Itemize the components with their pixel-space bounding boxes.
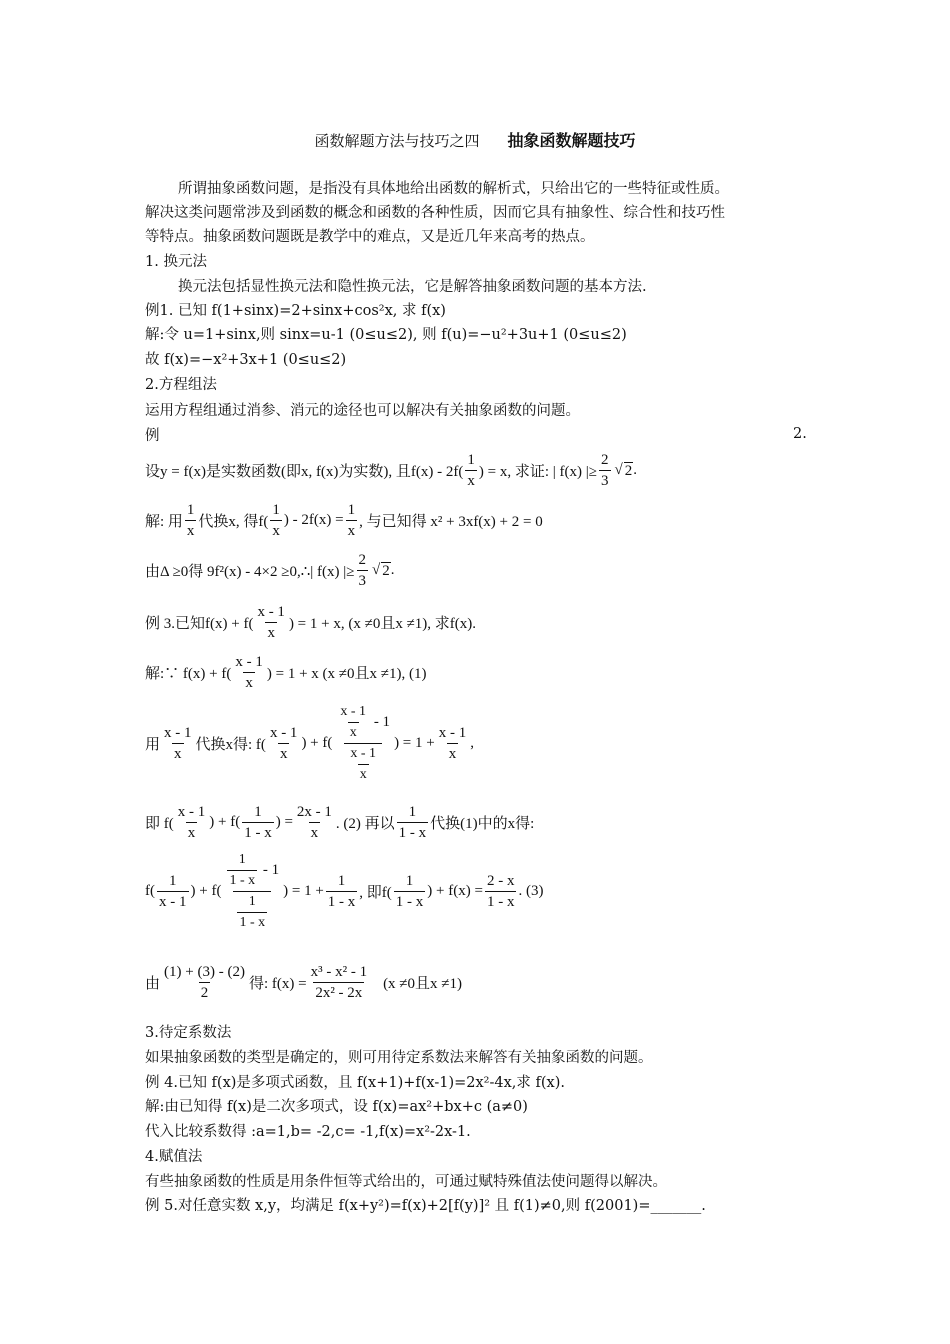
example-2-delta: 由Δ ≥0得 9f²(x) - 4×2 ≥0,∴| f(x) |≥ $\frac{2}{3}$ √ 2 . — [145, 552, 395, 589]
example-2-statement: 设y = f(x)是实数函数(即x, f(x)为实数), 且f(x) - 2f( $\frac{1}{x}$ ) = x, 求证: | f(x) |≥ $\frac{2}{3}$ √ 2 . — [145, 452, 637, 489]
example-5: 例 5.对任意实数 x,y，均满足 f(x+y²)=f(x)+2[f(y)]² 且 f(1)≠0,则 f(2001)=_______. — [145, 1198, 706, 1214]
section-3-heading: 3.待定系数法 — [145, 1025, 232, 1041]
nested-fraction-2: $\frac{1}{1 - x}$ - 1 $\frac{1}{1 - x}$ — [223, 850, 281, 933]
example-3-result: 由 $\frac{(1) + (3) - (2)}{2}$ 得: f(x) = $\frac{\text{x³ - x² - 1}}{\text{2x² - 2x}}$ (x ≠0且x ≠1) — [145, 964, 463, 1001]
section-2-heading: 2.方程组法 — [145, 377, 217, 393]
example-1-solution-2: 故 f(x)=−x²+3x+1 (0≤u≤2) — [145, 352, 347, 368]
section-4-heading: 4.赋值法 — [145, 1149, 203, 1165]
example-3-solution-1: 解:∵ f(x) + f( $\frac{x - 1}{x}$ ) = 1 + x (x ≠0且x ≠1), (1) — [145, 654, 427, 691]
example-1: 例1. 已知 f(1+sinx)=2+sinx+cos²x, 求 f(x) — [145, 303, 446, 319]
section-1-desc: 换元法包括显性换元法和隐性换元法，它是解答抽象函数问题的基本方法. — [178, 279, 647, 295]
example-2-number: 2. — [793, 426, 807, 442]
example-3-statement: 例 3.已知f(x) + f( $\frac{x - 1}{x}$ ) = 1 + x, (x ≠0且x ≠1), 求f(x). — [145, 604, 477, 641]
title-main: 抽象函数解题技巧 — [507, 131, 636, 150]
section-4-desc: 有些抽象函数的性质是用条件恒等式给出的，可通过赋特殊值法使问题得以解决。 — [145, 1174, 667, 1190]
example-4-solution-1: 解:由已知得 f(x)是二次多项式，设 f(x)=ax²+bx+c (a≠0) — [145, 1099, 528, 1115]
fraction-1-over-x: $\frac{1}{x}$ — [467, 452, 475, 489]
section-1-heading: 1. 换元法 — [145, 254, 207, 270]
example-3-solution-4: f( $\frac{1}{x - 1}$ ) + f( $\frac{1}{1 - x}$ - 1 $\frac{1}{1 - x}$ ) = 1 + $\frac{1}{1 - x}$ , 即f( $\frac{1}{1 - x}$ ) + f(x) = $\frac{2 - x}{1 - x}$ . (3) — [145, 850, 543, 933]
section-2-desc: 运用方程组通过消参、消元的途径也可以解决有关抽象函数的问题。 — [145, 403, 580, 419]
nested-fraction: $\frac{x - 1}{x}$ - 1 $\frac{x - 1}{x}$ — [334, 702, 392, 785]
section-3-desc: 如果抽象函数的类型是确定的，则可用待定系数法来解答有关抽象函数的问题。 — [145, 1050, 653, 1066]
example-2-label: 例 — [145, 428, 160, 444]
example-1-solution-1: 解:令 u=1+sinx,则 sinx=u-1 (0≤u≤2), 则 f(u)=−u²+3u+1 (0≤u≤2) — [145, 327, 627, 343]
page-title — [0, 128, 950, 151]
example-3-solution-3: 即 f( $\frac{x - 1}{x}$ ) + f( $\frac{1}{1 - x}$ ) = $\frac{2x - 1}{x}$ . (2) 再以 $\frac{1}{1 - x}$ 代换(1)中的x得: — [145, 804, 535, 841]
example-3-solution-2: 用 $\frac{x - 1}{x}$ 代换x得: f( $\frac{x - 1}{x}$ ) + f( $\frac{x - 1}{x}$ - 1 $\frac{x - 1}{x}$ ) = 1 + $\frac{x - 1}{x}$ , — [145, 702, 474, 785]
intro-line-1: 所谓抽象函数问题，是指没有具体地给出函数的解析式，只给出它的一些特征或性质。 — [178, 181, 729, 197]
example-4: 例 4.已知 f(x)是多项式函数，且 f(x+1)+f(x-1)=2x²-4x,求 f(x). — [145, 1075, 565, 1091]
intro-line-2: 解决这类问题常涉及到函数的概念和函数的各种性质，因而它具有抽象性、综合性和技巧性 — [145, 205, 725, 221]
title-prefix: 函数解题方法与技巧之四 — [314, 132, 480, 150]
sqrt-2: 2 — [624, 462, 633, 479]
example-2-solution: 解: 用 $\frac{1}{x}$ 代换x, 得f( $\frac{1}{x}$ ) - 2f(x) = $\frac{1}{x}$ , 与已知得 x² + 3xf(x) + 2 = 0 — [145, 502, 543, 539]
example-4-solution-2: 代入比较系数得 :a=1,b= -2,c= -1,f(x)=x²-2x-1. — [145, 1124, 471, 1140]
intro-line-3: 等特点。抽象函数问题既是教学中的难点，又是近几年来高考的热点。 — [145, 229, 595, 245]
fraction-2-over-3: $\frac{2}{3}$ — [601, 452, 609, 489]
